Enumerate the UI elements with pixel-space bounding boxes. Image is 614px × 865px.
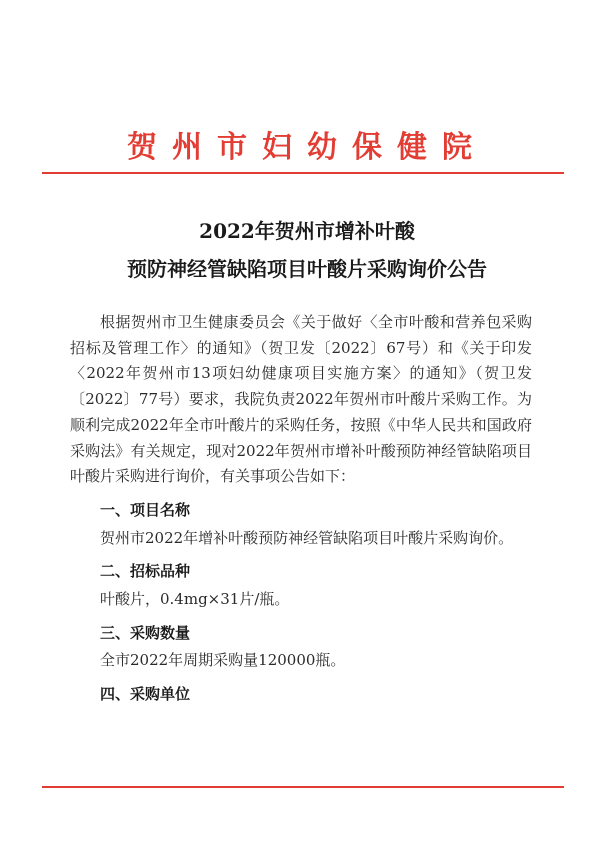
notice-title-line-1: 2022年贺州市增补叶酸 [199,219,415,243]
section-text-project-name: 贺州市2022年增补叶酸预防神经管缺陷项目叶酸片采购询价。 [100,528,514,547]
letterhead-org-name: 贺州市妇幼保健院 [127,130,487,165]
section-heading-bid-variety: 二、招标品种 [100,562,191,581]
section-heading-purchasing-unit: 四、采购单位 [100,685,191,704]
section-heading-project-name: 一、项目名称 [100,500,191,519]
section-text-quantity: 全市2022年周期采购量120000瓶。 [100,651,346,670]
notice-body [70,310,532,710]
intro-paragraph: 根据贺州市卫生健康委员会《关于做好〈全市叶酸和营养包采购招标及管理工作〉的通知》（贺卫发〔2022〕67号）和《关于印发〈2022年贺州市13项妇幼健康项目实施方案〉的通知》（贺卫发〔2022〕77号）要求，我院负责2022年贺州市叶酸片采购工作。为顺利完成2022年全市叶酸片的采购任务，按照《中华人民共和国政府采购法》有关规定，现对2022年贺州市增补叶酸预防神经管缺陷项目叶酸片采购进行询价，有关事项公告如下： [70,313,532,486]
section-heading-quantity: 三、采购数量 [100,623,191,642]
section-text-bid-variety: 叶酸片，0.4mg×31片/瓶。 [100,590,290,609]
letterhead-top-rule [42,172,564,174]
footer-rule [42,786,564,788]
notice-title-line-2: 预防神经管缺陷项目叶酸片采购询价公告 [127,257,487,281]
